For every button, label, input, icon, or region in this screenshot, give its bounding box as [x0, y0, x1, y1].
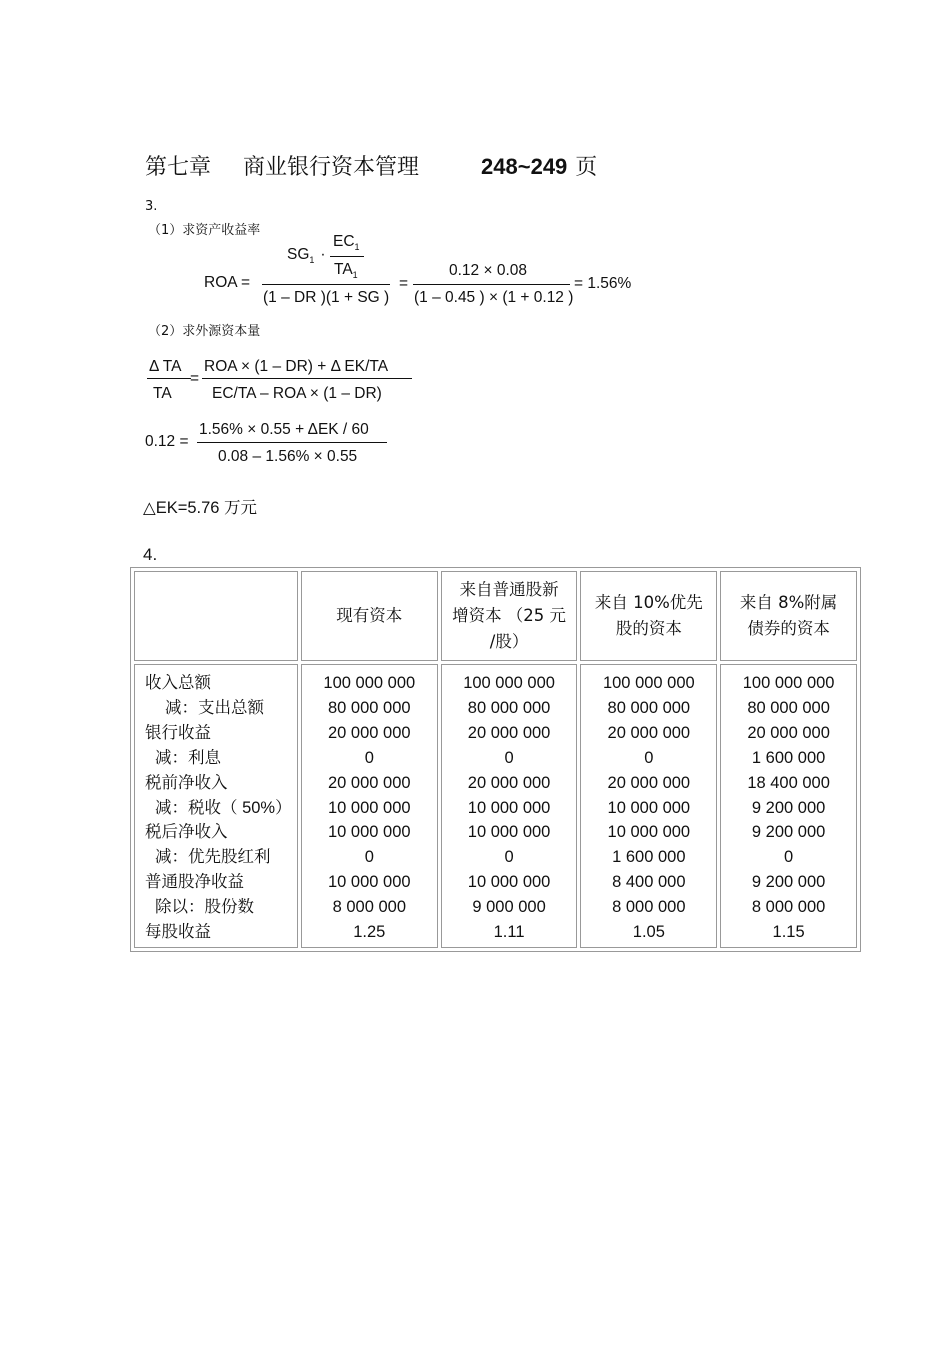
table-cell: 1 600 000: [751, 748, 826, 767]
row-label: 普通股净收益: [145, 873, 244, 892]
table-cell: 100 000 000: [323, 674, 416, 692]
table-cell: /股）: [489, 632, 529, 651]
table-cell: 1.15: [772, 923, 805, 942]
table-cell: 1.05: [632, 923, 665, 942]
table-cell: 1.25: [353, 923, 386, 942]
header-common-stock: [441, 571, 578, 661]
table-cell: 10 000 000: [607, 798, 691, 817]
table-cell: 20 000 000: [747, 723, 830, 742]
table-cell: 20 000 000: [467, 723, 551, 742]
row-label: 银行收益: [145, 723, 211, 742]
roa-result: = 1.56%: [574, 275, 632, 292]
table-cell: 10 000 000: [328, 798, 411, 817]
table-cell: 增资本 （25 元: [452, 606, 567, 625]
table-cell: 8 000 000: [612, 898, 686, 917]
table-cell: 80 000 000: [747, 698, 830, 717]
header-subordinated-bonds: [720, 571, 857, 661]
table-cell: 80 000 000: [328, 698, 411, 717]
table-cell: 20 000 000: [467, 773, 551, 792]
question-3-part1: （1）求资产收益率: [148, 223, 261, 238]
question-4-number: 4.: [143, 545, 158, 564]
header-existing-capital: [301, 571, 438, 661]
table-cell: 10 000 000: [328, 823, 411, 842]
table-cell: 9 200 000: [751, 873, 826, 892]
row-label: 税前净收入: [145, 773, 228, 792]
table-cell: 来自普通股新: [459, 580, 559, 599]
roa-values-fraction-bar: [413, 284, 570, 285]
ek-denominator: 0.08 – 1.56% × 0.55: [218, 448, 358, 465]
chapter-title: [145, 150, 597, 181]
table-cell: 0: [504, 848, 514, 867]
table-header-row: [134, 571, 857, 661]
roa-ec: $EC_1$: [333, 233, 360, 253]
question-3-number: 3.: [145, 199, 158, 214]
ta-lhs-numerator: Δ TA: [149, 358, 182, 375]
header-cell-blank: [134, 571, 298, 661]
table-cell: 8 400 000: [612, 873, 686, 892]
row-label: 除以：股份数: [155, 898, 254, 917]
page-suffix: 页: [575, 155, 598, 180]
table-cell: 1.11: [493, 923, 525, 942]
table-cell: 20 000 000: [328, 723, 411, 742]
table-cell: 100 000 000: [742, 674, 835, 692]
table-cell: 9 000 000: [472, 898, 546, 917]
chapter-name: 商业银行资本管理: [243, 155, 420, 180]
table-cell: 0: [364, 748, 374, 767]
row-label: 减：优先股红利: [155, 848, 271, 867]
table-cell: 债券的资本: [747, 619, 830, 638]
row-label: 减：支出总额: [165, 698, 264, 717]
roa-sg: $SG_1$ ·: [287, 246, 326, 266]
table-cell: 0: [784, 848, 794, 867]
values-column-existing: [301, 664, 438, 948]
question-3-part2: （2）求外源资本量: [148, 324, 261, 339]
table-cell: 10 000 000: [467, 873, 551, 892]
roa-equals: =: [399, 275, 409, 292]
row-label: 收入总额: [145, 674, 211, 692]
ta-rhs-numerator: ROA × (1 – DR) + Δ EK/TA: [204, 358, 389, 375]
row-label: 减：税收（ 50%）: [155, 798, 292, 817]
table-cell: 0: [504, 748, 514, 767]
table-cell: 20 000 000: [328, 773, 411, 792]
table-cell: 10 000 000: [328, 873, 411, 892]
page-range: 248~249: [481, 154, 568, 179]
chapter-number: 第七章: [145, 155, 212, 180]
row-labels-column: [134, 664, 298, 948]
roa-fraction-bar: [262, 284, 390, 285]
table-cell: 股的资本: [615, 619, 682, 638]
table-cell: 9 200 000: [751, 798, 826, 817]
values-column-preferred-stock: [580, 664, 717, 948]
capital-comparison-table: [130, 567, 861, 952]
roa-lhs: ROA =: [204, 274, 251, 291]
table-cell: 100 000 000: [463, 674, 555, 692]
table-cell: 现有资本: [336, 606, 403, 625]
table-cell: 20 000 000: [607, 773, 691, 792]
ta-rhs-bar: [202, 378, 412, 379]
table-cell: 80 000 000: [607, 698, 691, 717]
table-cell: 1 600 000: [612, 848, 686, 867]
table-cell: 100 000 000: [602, 674, 695, 692]
roa-numerator-values: 0.12 × 0.08: [449, 262, 527, 279]
roa-ta: $TA_1$: [334, 261, 358, 281]
ek-lhs: 0.12 =: [145, 433, 189, 450]
table-cell: 0: [364, 848, 374, 867]
values-column-subordinated-bonds: [720, 664, 857, 948]
ek-answer: △EK=5.76 万元: [143, 499, 258, 517]
table-cell: 10 000 000: [467, 823, 551, 842]
ta-rhs-denominator: EC/TA – ROA × (1 – DR): [212, 385, 382, 402]
table-cell: 80 000 000: [467, 698, 551, 717]
table-cell: 20 000 000: [607, 723, 691, 742]
table-cell: 10 000 000: [607, 823, 691, 842]
ek-fraction-bar: [197, 442, 387, 443]
table-cell: 18 400 000: [747, 773, 830, 792]
table-cell: 8 000 000: [332, 898, 406, 917]
roa-denominator: (1 – DR )(1 + SG ): [263, 289, 390, 306]
row-label: 每股收益: [145, 923, 211, 942]
table-cell: 0: [644, 748, 654, 767]
ta-equals: =: [190, 370, 200, 387]
header-preferred-stock: [580, 571, 717, 661]
ta-lhs-bar: [147, 378, 191, 379]
table-body-row: [134, 664, 857, 948]
ta-lhs-denominator: TA: [153, 385, 172, 402]
ek-numerator: 1.56% × 0.55 + ΔEK / 60: [199, 421, 369, 438]
table-cell: 9 200 000: [751, 823, 826, 842]
row-label: 减：利息: [155, 748, 221, 767]
table-cell: 来自 8%附属: [739, 593, 838, 612]
row-label: 税后净收入: [145, 823, 228, 842]
roa-inner-fraction-bar: [330, 256, 364, 257]
table-cell: 来自 10%优先: [594, 593, 703, 612]
roa-denominator-values: (1 – 0.45 ) × (1 + 0.12 ): [414, 289, 574, 306]
table-cell: 10 000 000: [467, 798, 551, 817]
values-column-common-stock: [441, 664, 578, 948]
table-cell: 8 000 000: [751, 898, 826, 917]
